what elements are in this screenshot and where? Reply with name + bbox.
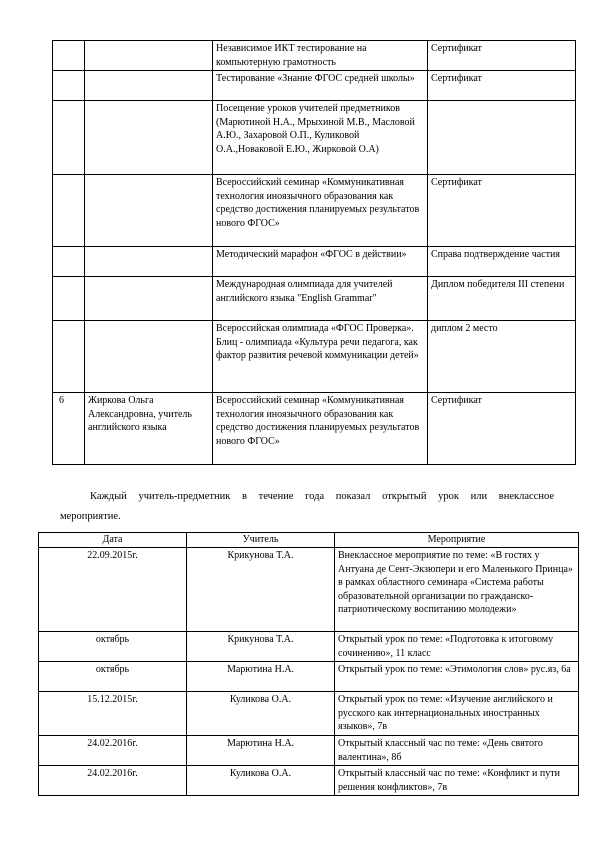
row-number [53, 101, 85, 175]
date-cell: 15.12.2015г. [39, 692, 187, 736]
table-row [39, 662, 579, 692]
paragraph-line-2: мероприятие. [60, 511, 121, 522]
teacher-cell [85, 277, 213, 321]
date-cell: 24.02.2016г. [39, 766, 187, 796]
table-row [53, 247, 576, 277]
result-cell: Диплом победителя III степени [428, 277, 576, 321]
event-cell: Всероссийский семинар «Коммуникативная технология иноязычного образования как средство достижения планируемых результатов нового ФГОС» [213, 175, 428, 247]
table-row [53, 175, 576, 247]
result-cell: Справа подтверждение частия [428, 247, 576, 277]
row-number [53, 321, 85, 393]
header-date: Дата [39, 533, 187, 548]
teacher-cell [85, 247, 213, 277]
row-number [53, 247, 85, 277]
row-number [53, 175, 85, 247]
teacher-cell: Крикунова Т.А. [187, 548, 335, 632]
teacher-cell [85, 175, 213, 247]
event-cell: Посещение уроков учителей предметников (Марютиной Н.А., Мрыхиной М.В., Масловой А.Ю., Захаровой О.П., Куликовой О.А.,Новаковой Е.Ю., Жирковой О.А) [213, 101, 428, 175]
date-cell: октябрь [39, 662, 187, 692]
teacher-cell [85, 101, 213, 175]
table-row [53, 393, 576, 465]
date-cell: 24.02.2016г. [39, 736, 187, 766]
table-row [39, 548, 579, 632]
table-row [53, 71, 576, 101]
event-cell: Открытый классный час по теме: «Конфликт и пути решения конфликтов», 7в [335, 766, 579, 796]
event-cell: Открытый классный час по теме: «День святого валентина», 8б [335, 736, 579, 766]
date-cell: октябрь [39, 632, 187, 662]
header-teacher: Учитель [187, 533, 335, 548]
table-row [39, 766, 579, 796]
event-cell: Всероссийский семинар «Коммуникативная технология иноязычного образования как средство достижения планируемых результатов нового ФГОС» [213, 393, 428, 465]
open-lessons-table [38, 532, 579, 796]
table-header-row [39, 533, 579, 548]
event-cell: Открытый урок по теме: «Этимология слов» рус.яз, 6а [335, 662, 579, 692]
teacher-cell [85, 71, 213, 101]
row-number [53, 41, 85, 71]
event-cell: Международная олимпиада для учителей английского языка "English Grammar" [213, 277, 428, 321]
event-cell: Внеклассное мероприятие по теме: «В гостях у Антуана де Сент-Экзюпери и его Маленького Принца» в рамках областного семинара «Система работы образовательной организации по гражданско-патриотическому воспитанию молодежи» [335, 548, 579, 632]
result-cell: Сертификат [428, 393, 576, 465]
table-row [53, 321, 576, 393]
row-number [53, 71, 85, 101]
row-number [53, 277, 85, 321]
table-row [39, 692, 579, 736]
teacher-cell: Жиркова Ольга Александровна, учитель английского языка [85, 393, 213, 465]
result-cell: Сертификат [428, 41, 576, 71]
teacher-cell [85, 41, 213, 71]
event-cell: Открытый урок по теме: «Подготовка к итоговому сочинению», 11 класс [335, 632, 579, 662]
event-cell: Методический марафон «ФГОС в действии» [213, 247, 428, 277]
participation-table [52, 40, 576, 465]
event-cell: Всероссийская олимпиада «ФГОС Проверка». Блиц - олимпиада «Культура речи педагога, как фактор развития речевой коммуникации детей» [213, 321, 428, 393]
event-cell: Тестирование «Знание ФГОС средней школы» [213, 71, 428, 101]
teacher-cell: Марютина Н.А. [187, 736, 335, 766]
teacher-cell: Куликова О.А. [187, 692, 335, 736]
table-row [53, 41, 576, 71]
result-cell: Сертификат [428, 71, 576, 101]
teacher-cell: Куликова О.А. [187, 766, 335, 796]
row-number: 6 [53, 393, 85, 465]
table-row [39, 632, 579, 662]
table-row [53, 101, 576, 175]
result-cell [428, 101, 576, 175]
table-row [53, 277, 576, 321]
paragraph-line-1: Каждый учитель-предметник в течение года показал открытый урок или внеклассное [90, 491, 554, 502]
teacher-cell: Марютина Н.А. [187, 662, 335, 692]
intro-paragraph [60, 487, 554, 527]
header-event: Мероприятие [335, 533, 579, 548]
teacher-cell [85, 321, 213, 393]
table-row [39, 736, 579, 766]
teacher-cell: Крикунова Т.А. [187, 632, 335, 662]
result-cell: диплом 2 место [428, 321, 576, 393]
date-cell: 22.09.2015г. [39, 548, 187, 632]
result-cell: Сертификат [428, 175, 576, 247]
event-cell: Независимое ИКТ тестирование на компьютерную грамотность [213, 41, 428, 71]
event-cell: Открытый урок по теме: «Изучение английского и русского как интернациональных иностранных языков», 7в [335, 692, 579, 736]
